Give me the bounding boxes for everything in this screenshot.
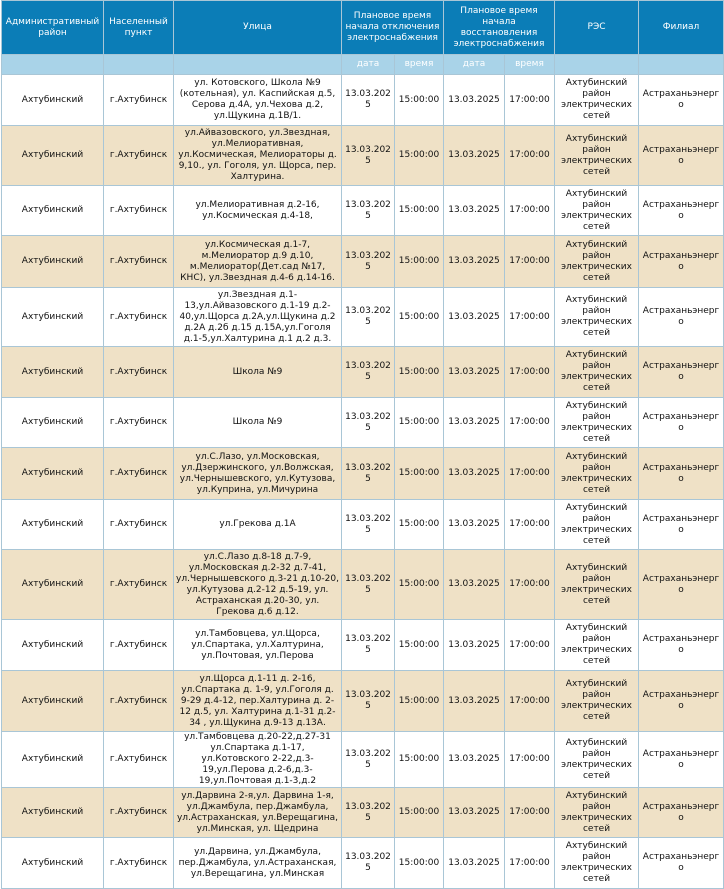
cell-on-time: 17:00:00: [505, 288, 555, 347]
cell-on-time: 17:00:00: [505, 448, 555, 500]
cell-street: ул.Космическая д.1-7, м.Мелиоратор д.9 д.10, м.Мелиоратор(Дет.сад №17, КНС), ул.Звездная д.4-6 д.14-16.: [174, 236, 342, 288]
cell-street: ул.Тамбовцева, ул.Щорса, ул.Спартака, ул.Халтурина, ул.Почтовая, ул.Перова: [174, 620, 342, 671]
cell-res: Ахтубинский район электрических сетей: [555, 671, 639, 732]
cell-off-time: 15:00:00: [395, 236, 444, 288]
cell-district: Ахтубинский: [2, 448, 104, 500]
table-row: [2, 126, 724, 186]
cell-on-time: 17:00:00: [505, 732, 555, 788]
header-res: РЭС: [555, 1, 639, 55]
cell-off-time: 15:00:00: [395, 732, 444, 788]
cell-on-date: 13.03.2025: [444, 75, 505, 126]
cell-on-date: 13.03.2025: [444, 398, 505, 448]
cell-street: ул.Айвазовского, ул.Звездная, ул.Мелиоративная, ул.Космическая, Мелиораторы д. 9,10., ул. Гоголя, ул. Щорса, пер. Халтурина.: [174, 126, 342, 186]
cell-off-date: 13.03.2025: [342, 838, 395, 889]
cell-branch: Астраханьэнерго: [639, 550, 724, 620]
cell-street: ул.Щорса д.1-11 д. 2-16, ул.Спартака д. 1-9, ул.Гоголя д. 9-29 д.4-12, пер.Халтурина д. 2-12 д.5, ул. Халтурина д.1-31 д.2-34 , ул.Щукина д.9-13 д.13А.: [174, 671, 342, 732]
table-row: [2, 788, 724, 838]
cell-res: Ахтубинский район электрических сетей: [555, 838, 639, 889]
cell-off-date: 13.03.2025: [342, 126, 395, 186]
cell-on-time: 17:00:00: [505, 550, 555, 620]
cell-on-date: 13.03.2025: [444, 788, 505, 838]
table-body: [2, 75, 724, 889]
subheader-row: [2, 55, 724, 75]
table-row: [2, 500, 724, 550]
cell-street: ул.Тамбовцева д.20-22,д.27-31 ул.Спартака д.1-17, ул.Котовского 2-22,д.3-19,ул.Перова д.2-6,д.3-19,ул.Почтовая д.1-3,д.2: [174, 732, 342, 788]
cell-res: Ахтубинский район электрических сетей: [555, 448, 639, 500]
cell-on-date: 13.03.2025: [444, 550, 505, 620]
cell-branch: Астраханьэнерго: [639, 288, 724, 347]
cell-branch: Астраханьэнерго: [639, 788, 724, 838]
cell-branch: Астраханьэнерго: [639, 398, 724, 448]
cell-locality: г.Ахтубинск: [104, 788, 174, 838]
cell-street: ул.Звездная д.1-13,ул.Айвазовского д.1-19 д.2-40,ул.Щорса д.2А,ул.Щукина д.2 д.2А д.2б д.15 д.15А,ул.Гоголя д.1-5,ул.Халтурина д.1 д.2 д.3.: [174, 288, 342, 347]
cell-district: Ахтубинский: [2, 550, 104, 620]
cell-off-date: 13.03.2025: [342, 288, 395, 347]
cell-on-date: 13.03.2025: [444, 448, 505, 500]
cell-branch: Астраханьэнерго: [639, 671, 724, 732]
cell-off-date: 13.03.2025: [342, 448, 395, 500]
subheader-off-date: дата: [342, 55, 395, 75]
cell-res: Ахтубинский район электрических сетей: [555, 288, 639, 347]
cell-off-date: 13.03.2025: [342, 788, 395, 838]
cell-branch: Астраханьэнерго: [639, 236, 724, 288]
cell-on-date: 13.03.2025: [444, 347, 505, 398]
cell-on-time: 17:00:00: [505, 620, 555, 671]
cell-off-date: 13.03.2025: [342, 550, 395, 620]
cell-district: Ахтубинский: [2, 288, 104, 347]
cell-off-date: 13.03.2025: [342, 620, 395, 671]
table-row: [2, 236, 724, 288]
subheader-on-time: время: [505, 55, 555, 75]
cell-res: Ахтубинский район электрических сетей: [555, 788, 639, 838]
table-row: [2, 732, 724, 788]
cell-district: Ахтубинский: [2, 75, 104, 126]
table-row: [2, 448, 724, 500]
cell-res: Ахтубинский район электрических сетей: [555, 186, 639, 236]
cell-district: Ахтубинский: [2, 347, 104, 398]
cell-locality: г.Ахтубинск: [104, 398, 174, 448]
cell-branch: Астраханьэнерго: [639, 500, 724, 550]
cell-on-time: 17:00:00: [505, 671, 555, 732]
cell-on-time: 17:00:00: [505, 347, 555, 398]
cell-street: ул.Грекова д.1А: [174, 500, 342, 550]
cell-on-time: 17:00:00: [505, 838, 555, 889]
subheader-empty: [174, 55, 342, 75]
cell-street: ул.Дарвина, ул.Джамбула, пер.Джамбула, ул.Астраханская, ул.Верещагина, ул.Минская: [174, 838, 342, 889]
cell-on-date: 13.03.2025: [444, 236, 505, 288]
cell-branch: Астраханьэнерго: [639, 448, 724, 500]
cell-locality: г.Ахтубинск: [104, 186, 174, 236]
cell-street: ул.С.Лазо д.8-18 д.7-9, ул.Московская д.2-32 д.7-41, ул.Чернышевского д.3-21 д.10-20, ул.Кутузова д.2-12 д.5-19, ул. Астраханская д.20-30, ул. Грекова д.6 д.12.: [174, 550, 342, 620]
table-row: [2, 620, 724, 671]
cell-branch: Астраханьэнерго: [639, 732, 724, 788]
cell-off-time: 15:00:00: [395, 550, 444, 620]
subheader-empty: [639, 55, 724, 75]
header-row: [2, 1, 724, 55]
table-row: [2, 75, 724, 126]
table-row: [2, 288, 724, 347]
cell-off-date: 13.03.2025: [342, 398, 395, 448]
cell-res: Ахтубинский район электрических сетей: [555, 500, 639, 550]
cell-district: Ахтубинский: [2, 620, 104, 671]
cell-district: Ахтубинский: [2, 838, 104, 889]
header-branch: Филиал: [639, 1, 724, 55]
subheader-empty: [555, 55, 639, 75]
cell-street: Школа №9: [174, 347, 342, 398]
cell-on-date: 13.03.2025: [444, 186, 505, 236]
cell-on-time: 17:00:00: [505, 186, 555, 236]
cell-locality: г.Ахтубинск: [104, 236, 174, 288]
cell-district: Ахтубинский: [2, 186, 104, 236]
cell-on-time: 17:00:00: [505, 500, 555, 550]
subheader-on-date: дата: [444, 55, 505, 75]
cell-off-date: 13.03.2025: [342, 500, 395, 550]
cell-district: Ахтубинский: [2, 236, 104, 288]
cell-on-date: 13.03.2025: [444, 838, 505, 889]
cell-off-time: 15:00:00: [395, 126, 444, 186]
cell-res: Ахтубинский район электрических сетей: [555, 732, 639, 788]
cell-branch: Астраханьэнерго: [639, 347, 724, 398]
cell-street: ул.С.Лазо, ул.Московская, ул.Дзержинского, ул.Волжская, ул.Чернышевского, ул.Кутузова, ул.Куприна, ул.Мичурина: [174, 448, 342, 500]
outage-schedule-table: [1, 0, 724, 889]
cell-res: Ахтубинский район электрических сетей: [555, 347, 639, 398]
cell-off-time: 15:00:00: [395, 186, 444, 236]
cell-locality: г.Ахтубинск: [104, 550, 174, 620]
table-row: [2, 186, 724, 236]
cell-branch: Астраханьэнерго: [639, 620, 724, 671]
cell-branch: Астраханьэнерго: [639, 838, 724, 889]
cell-off-time: 15:00:00: [395, 75, 444, 126]
cell-off-time: 15:00:00: [395, 620, 444, 671]
cell-locality: г.Ахтубинск: [104, 75, 174, 126]
cell-off-time: 15:00:00: [395, 347, 444, 398]
cell-off-time: 15:00:00: [395, 448, 444, 500]
header-district: Административный район: [2, 1, 104, 55]
cell-district: Ахтубинский: [2, 788, 104, 838]
cell-on-date: 13.03.2025: [444, 732, 505, 788]
cell-on-date: 13.03.2025: [444, 288, 505, 347]
cell-off-time: 15:00:00: [395, 671, 444, 732]
cell-off-time: 15:00:00: [395, 788, 444, 838]
subheader-empty: [2, 55, 104, 75]
header-off-time: Плановое время начала отключения электроснабжения: [342, 1, 444, 55]
subheader-empty: [104, 55, 174, 75]
table-row: [2, 347, 724, 398]
cell-res: Ахтубинский район электрических сетей: [555, 75, 639, 126]
cell-off-date: 13.03.2025: [342, 732, 395, 788]
cell-res: Ахтубинский район электрических сетей: [555, 398, 639, 448]
header-locality: Населенный пункт: [104, 1, 174, 55]
cell-locality: г.Ахтубинск: [104, 448, 174, 500]
cell-locality: г.Ахтубинск: [104, 838, 174, 889]
cell-off-date: 13.03.2025: [342, 236, 395, 288]
cell-street: ул. Котовского, Школа №9 (котельная), ул. Каспийская д.5, Серова д.4А, ул.Чехова д.2, ул.Щукина д.1В/1.: [174, 75, 342, 126]
cell-on-time: 17:00:00: [505, 236, 555, 288]
cell-locality: г.Ахтубинск: [104, 620, 174, 671]
cell-on-date: 13.03.2025: [444, 500, 505, 550]
cell-locality: г.Ахтубинск: [104, 347, 174, 398]
cell-off-date: 13.03.2025: [342, 186, 395, 236]
cell-branch: Астраханьэнерго: [639, 186, 724, 236]
cell-on-time: 17:00:00: [505, 126, 555, 186]
cell-res: Ахтубинский район электрических сетей: [555, 126, 639, 186]
cell-res: Ахтубинский район электрических сетей: [555, 236, 639, 288]
cell-locality: г.Ахтубинск: [104, 732, 174, 788]
cell-locality: г.Ахтубинск: [104, 126, 174, 186]
cell-res: Ахтубинский район электрических сетей: [555, 620, 639, 671]
cell-off-time: 15:00:00: [395, 500, 444, 550]
cell-on-date: 13.03.2025: [444, 671, 505, 732]
cell-street: Школа №9: [174, 398, 342, 448]
cell-district: Ахтубинский: [2, 126, 104, 186]
table-row: [2, 398, 724, 448]
table-row: [2, 550, 724, 620]
cell-off-date: 13.03.2025: [342, 347, 395, 398]
cell-district: Ахтубинский: [2, 398, 104, 448]
cell-district: Ахтубинский: [2, 732, 104, 788]
subheader-off-time: время: [395, 55, 444, 75]
cell-district: Ахтубинский: [2, 500, 104, 550]
cell-locality: г.Ахтубинск: [104, 500, 174, 550]
cell-on-date: 13.03.2025: [444, 126, 505, 186]
cell-street: ул.Мелиоративная д.2-16, ул.Космическая д.4-18,: [174, 186, 342, 236]
cell-on-time: 17:00:00: [505, 788, 555, 838]
table-row: [2, 671, 724, 732]
cell-off-date: 13.03.2025: [342, 75, 395, 126]
cell-district: Ахтубинский: [2, 671, 104, 732]
header-restore-time: Плановое время начала восстановления электроснабжения: [444, 1, 555, 55]
cell-off-time: 15:00:00: [395, 288, 444, 347]
cell-street: ул.Дарвина 2-я,ул. Дарвина 1-я, ул.Джамбула, пер.Джамбула, ул.Астраханская, ул.Верещагина, ул.Минская, ул. Щедрина: [174, 788, 342, 838]
cell-off-time: 15:00:00: [395, 838, 444, 889]
header-street: Улица: [174, 1, 342, 55]
cell-on-date: 13.03.2025: [444, 620, 505, 671]
cell-off-time: 15:00:00: [395, 398, 444, 448]
table-row: [2, 838, 724, 889]
cell-locality: г.Ахтубинск: [104, 671, 174, 732]
cell-on-time: 17:00:00: [505, 398, 555, 448]
cell-on-time: 17:00:00: [505, 75, 555, 126]
cell-branch: Астраханьэнерго: [639, 75, 724, 126]
cell-branch: Астраханьэнерго: [639, 126, 724, 186]
cell-res: Ахтубинский район электрических сетей: [555, 550, 639, 620]
cell-locality: г.Ахтубинск: [104, 288, 174, 347]
cell-off-date: 13.03.2025: [342, 671, 395, 732]
